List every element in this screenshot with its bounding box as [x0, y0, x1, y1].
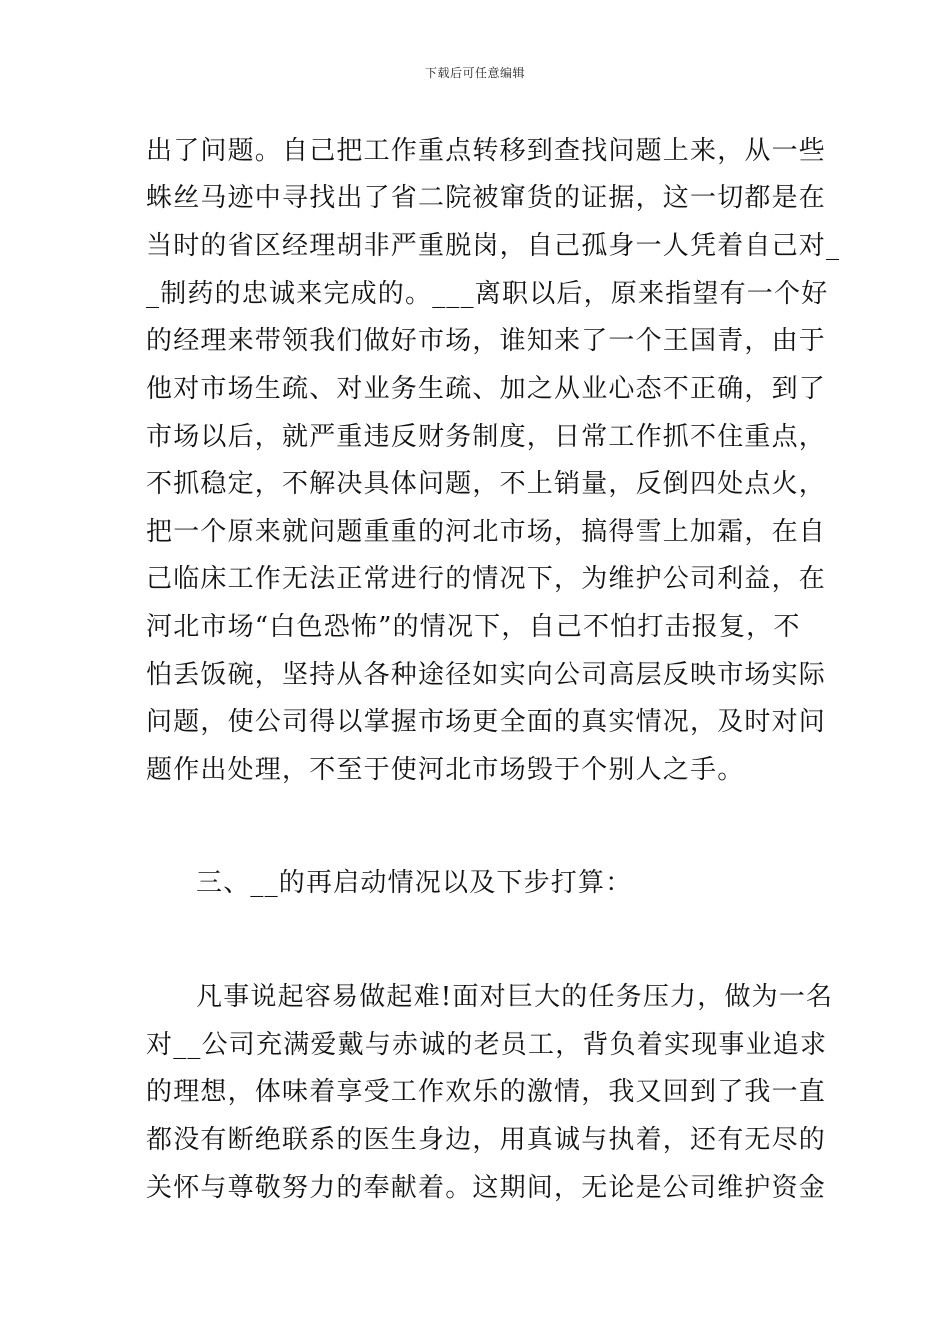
body-line: 市场以后，就严重违反财务制度，日常工作抓不住重点，	[146, 422, 827, 452]
body-line: 的理想，体味着享受工作欢乐的激情，我又回到了我一直	[146, 1077, 827, 1107]
body-line: 题作出处理，不至于使河北市场毁于个别人之手。	[146, 755, 745, 785]
body-line: 怕丢饭碗，坚持从各种途径如实向公司高层反映市场实际	[146, 660, 827, 690]
page-header: 下载后可任意编辑	[424, 66, 525, 80]
body-line: _制药的忠诚来完成的。___离职以后，原来指望有一个好	[146, 279, 829, 309]
body-line: 河北市场“白色恐怖”的情况下，自己不怕打击报复，不	[146, 612, 801, 642]
section-heading: 三、__的再启动情况以及下步打算：	[196, 868, 633, 898]
body-line: 把一个原来就问题重重的河北市场，搞得雪上加霜，在自	[146, 517, 827, 547]
body-line: 出了问题。自己把工作重点转移到查找问题上来，从一些	[146, 136, 827, 166]
body-line: 己临床工作无法正常进行的情况下，为维护公司利益，在	[146, 564, 827, 594]
body-line: 对__公司充满爱戴与赤诚的老员工，背负着实现事业追求	[146, 1030, 828, 1060]
body-line: 关怀与尊敬努力的奉献着。这期间，无论是公司维护资金	[146, 1173, 827, 1203]
body-line: 他对市场生疏、对业务生疏、加之从业心态不正确，到了	[146, 374, 827, 404]
body-line: 问题，使公司得以掌握市场更全面的真实情况，及时对问	[146, 707, 827, 737]
body-line: 蛛丝马迹中寻找出了省二院被窜货的证据，这一切都是在	[146, 183, 827, 213]
body-line: 的经理来带领我们做好市场，谁知来了一个王国青，由于	[146, 326, 827, 356]
body-line: 凡事说起容易做起难!面对巨大的任务压力，做为一名	[196, 982, 834, 1012]
body-line: 都没有断绝联系的医生身边，用真诚与执着，还有无尽的	[146, 1125, 827, 1155]
body-line: 当时的省区经理胡非严重脱岗，自己孤身一人凭着自己对_	[146, 231, 841, 261]
body-line: 不抓稳定，不解决具体问题，不上销量，反倒四处点火，	[146, 469, 827, 499]
